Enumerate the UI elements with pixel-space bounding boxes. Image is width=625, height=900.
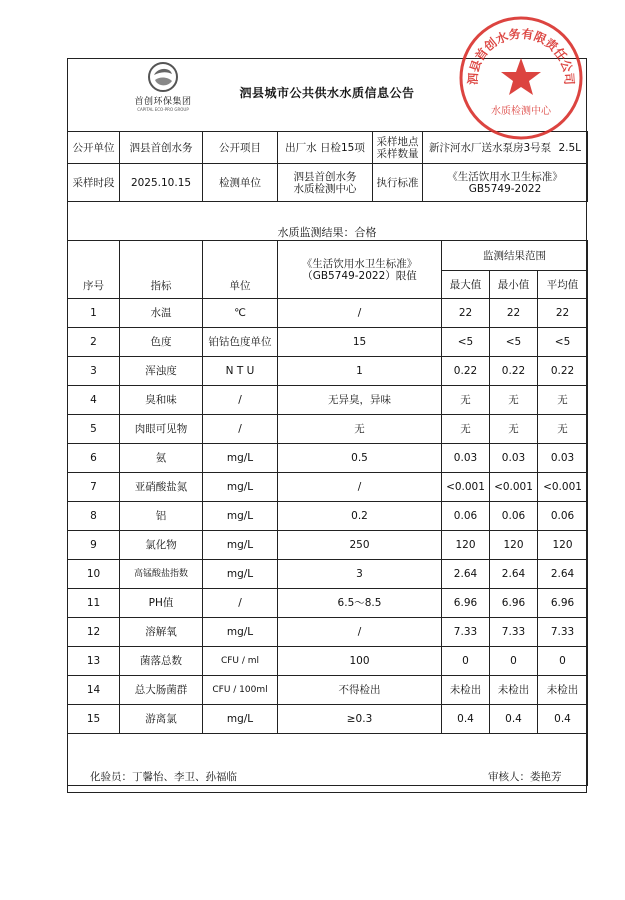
cell-name: 氯化物 <box>120 531 203 560</box>
cell-name: 高锰酸盐指数 <box>120 560 203 589</box>
cell-limit: 不得检出 <box>278 676 442 705</box>
cell-name: 溶解氧 <box>120 618 203 647</box>
conclusion: 水质监测结果：合格 <box>277 226 377 239</box>
quantity-value: 2.5L <box>558 141 582 154</box>
cell-no: 7 <box>68 473 120 502</box>
cell-unit: ℃ <box>203 299 278 328</box>
item-label: 公开项目 <box>203 132 278 164</box>
table-row <box>68 560 588 589</box>
cell-no: 11 <box>68 589 120 618</box>
table-row <box>68 328 588 357</box>
header-index: 序号 <box>68 241 120 299</box>
table-row <box>68 386 588 415</box>
reviewer: 审核人：娄艳芳 <box>488 771 562 783</box>
cell-limit: / <box>278 618 442 647</box>
cell-avg: 120 <box>538 531 588 560</box>
cell-no: 1 <box>68 299 120 328</box>
cell-no: 3 <box>68 357 120 386</box>
standard-values <box>423 164 588 202</box>
cell-unit: mg/L <box>203 705 278 734</box>
cell-unit: 铂钴色度单位 <box>203 328 278 357</box>
cell-max: 7.33 <box>442 618 490 647</box>
cell-limit: 0.2 <box>278 502 442 531</box>
cell-avg: 未检出 <box>538 676 588 705</box>
cell-unit: CFU / 100ml <box>203 676 278 705</box>
standard-label: 执行标准 <box>373 164 423 202</box>
table-row <box>68 589 588 618</box>
cell-name: PH值 <box>120 589 203 618</box>
cell-limit: 15 <box>278 328 442 357</box>
cell-no: 14 <box>68 676 120 705</box>
cell-max: 0.06 <box>442 502 490 531</box>
cell-unit: CFU / ml <box>203 647 278 676</box>
cell-no: 10 <box>68 560 120 589</box>
cell-no: 6 <box>68 444 120 473</box>
table-row <box>68 647 588 676</box>
cell-name: 亚硝酸盐氮 <box>120 473 203 502</box>
cell-max: 6.96 <box>442 589 490 618</box>
cell-min: 7.33 <box>490 618 538 647</box>
cell-unit: mg/L <box>203 473 278 502</box>
cell-avg: <5 <box>538 328 588 357</box>
quantity-label: 采样数量 <box>376 147 419 160</box>
cell-min: 0.06 <box>490 502 538 531</box>
table-row <box>68 531 588 560</box>
seal-text: 泗县首创水务有限责任公司 <box>465 26 577 86</box>
cell-min: 2.64 <box>490 560 538 589</box>
cell-name: 氨 <box>120 444 203 473</box>
cell-name: 水温 <box>120 299 203 328</box>
company-seal <box>455 12 587 144</box>
cell-min: <0.001 <box>490 473 538 502</box>
cell-max: 无 <box>442 415 490 444</box>
cell-avg: 0.06 <box>538 502 588 531</box>
cell-no: 9 <box>68 531 120 560</box>
header-avg: 平均值 <box>538 271 588 299</box>
cell-name: 色度 <box>120 328 203 357</box>
cell-avg: 0.03 <box>538 444 588 473</box>
unit-label: 检测单位 <box>203 164 278 202</box>
item-value: 出厂水 日检15项 <box>278 132 373 164</box>
cell-max: 0.03 <box>442 444 490 473</box>
cell-limit: ≥0.3 <box>278 705 442 734</box>
cell-max: 未检出 <box>442 676 490 705</box>
cell-min: 6.96 <box>490 589 538 618</box>
header-max: 最大值 <box>442 271 490 299</box>
cell-name: 铝 <box>120 502 203 531</box>
testers: 化验员：丁馨怡、李卫、孙福临 <box>90 771 237 783</box>
cell-max: 无 <box>442 386 490 415</box>
cell-unit: mg/L <box>203 560 278 589</box>
cell-max: 22 <box>442 299 490 328</box>
cell-avg: <0.001 <box>538 473 588 502</box>
table-row <box>68 676 588 705</box>
header-row-1 <box>68 241 588 271</box>
cell-name: 总大肠菌群 <box>120 676 203 705</box>
table-row <box>68 618 588 647</box>
cell-unit: mg/L <box>203 618 278 647</box>
company-name: 首创环保集团 <box>134 97 192 107</box>
cell-max: <5 <box>442 328 490 357</box>
site-value: 新汴河水厂送水泵房3号泵 <box>428 141 552 154</box>
table-row <box>68 444 588 473</box>
results-body <box>68 299 588 734</box>
cell-limit: / <box>278 299 442 328</box>
cell-limit: / <box>278 473 442 502</box>
cell-no: 8 <box>68 502 120 531</box>
page-title: 泗县城市公共供水水质信息公告 <box>239 86 415 100</box>
header-limit <box>278 241 442 299</box>
cell-name: 肉眼可见物 <box>120 415 203 444</box>
cell-no: 4 <box>68 386 120 415</box>
cell-max: <0.001 <box>442 473 490 502</box>
cell-no: 5 <box>68 415 120 444</box>
seal-center-text: 水质检测中心 <box>491 106 551 117</box>
cell-name: 菌落总数 <box>120 647 203 676</box>
cell-avg: 无 <box>538 386 588 415</box>
cell-min: 0 <box>490 647 538 676</box>
cell-unit: mg/L <box>203 502 278 531</box>
meta-row-2 <box>68 164 588 202</box>
cell-max: 120 <box>442 531 490 560</box>
cell-no: 2 <box>68 328 120 357</box>
cell-no: 15 <box>68 705 120 734</box>
cell-no: 13 <box>68 647 120 676</box>
cell-limit: 6.5～8.5 <box>278 589 442 618</box>
cell-name: 浑浊度 <box>120 357 203 386</box>
unit-value-2: 水质检测中心 <box>293 182 357 195</box>
header-limit-line-1: 《生活饮用水卫生标准》 <box>301 257 418 270</box>
cell-limit: 250 <box>278 531 442 560</box>
table-row <box>68 299 588 328</box>
cell-limit: 无 <box>278 415 442 444</box>
cell-unit: mg/L <box>203 444 278 473</box>
cell-avg: 6.96 <box>538 589 588 618</box>
cell-avg: 0.22 <box>538 357 588 386</box>
cell-limit: 无异臭，异味 <box>278 386 442 415</box>
cell-limit: 3 <box>278 560 442 589</box>
period-label: 采样时段 <box>68 164 120 202</box>
table-row <box>68 473 588 502</box>
cell-avg: 7.33 <box>538 618 588 647</box>
cell-avg: 0.4 <box>538 705 588 734</box>
unit-values <box>278 164 373 202</box>
cell-name: 臭和味 <box>120 386 203 415</box>
cell-min: 0.22 <box>490 357 538 386</box>
cell-unit: mg/L <box>203 531 278 560</box>
cell-unit: / <box>203 415 278 444</box>
cell-min: 未检出 <box>490 676 538 705</box>
cell-max: 0.4 <box>442 705 490 734</box>
cell-min: 120 <box>490 531 538 560</box>
unit-value-1: 泗县首创水务 <box>293 170 357 183</box>
table-row <box>68 502 588 531</box>
header-range: 监测结果范围 <box>442 241 588 271</box>
cell-no: 12 <box>68 618 120 647</box>
cell-max: 0.22 <box>442 357 490 386</box>
standard-value-1: 《生活饮用水卫生标准》 <box>447 170 563 183</box>
notice-sheet <box>67 58 587 793</box>
header-indicator: 指标 <box>120 241 203 299</box>
cell-min: 22 <box>490 299 538 328</box>
site-label: 采样地点 <box>376 135 419 148</box>
table-row <box>68 357 588 386</box>
publisher-label: 公开单位 <box>68 132 120 164</box>
cell-min: <5 <box>490 328 538 357</box>
publisher-value: 泗县首创水务 <box>120 132 203 164</box>
cell-avg: 22 <box>538 299 588 328</box>
header-limit-line-2: （GB5749-2022）限值 <box>302 269 417 282</box>
table-row <box>68 415 588 444</box>
period-value: 2025.10.15 <box>120 164 203 202</box>
cell-name: 游离氯 <box>120 705 203 734</box>
seal-star-icon <box>501 58 541 95</box>
company-name-en: CAPITAL ECO-PRO GROUP <box>137 107 189 112</box>
cell-limit: 1 <box>278 357 442 386</box>
header-unit: 单位 <box>203 241 278 299</box>
cell-max: 2.64 <box>442 560 490 589</box>
cell-limit: 0.5 <box>278 444 442 473</box>
standard-value-2: GB5749-2022 <box>468 182 542 195</box>
cell-avg: 无 <box>538 415 588 444</box>
cell-min: 0.4 <box>490 705 538 734</box>
cell-avg: 0 <box>538 647 588 676</box>
table-row <box>68 705 588 734</box>
results-table <box>67 240 588 786</box>
cell-min: 0.03 <box>490 444 538 473</box>
cell-min: 无 <box>490 386 538 415</box>
header-min: 最小值 <box>490 271 538 299</box>
cell-max: 0 <box>442 647 490 676</box>
cell-unit: N T U <box>203 357 278 386</box>
cell-avg: 2.64 <box>538 560 588 589</box>
cell-min: 无 <box>490 415 538 444</box>
cell-unit: / <box>203 589 278 618</box>
site-labels <box>373 132 423 164</box>
cell-unit: / <box>203 386 278 415</box>
cell-limit: 100 <box>278 647 442 676</box>
